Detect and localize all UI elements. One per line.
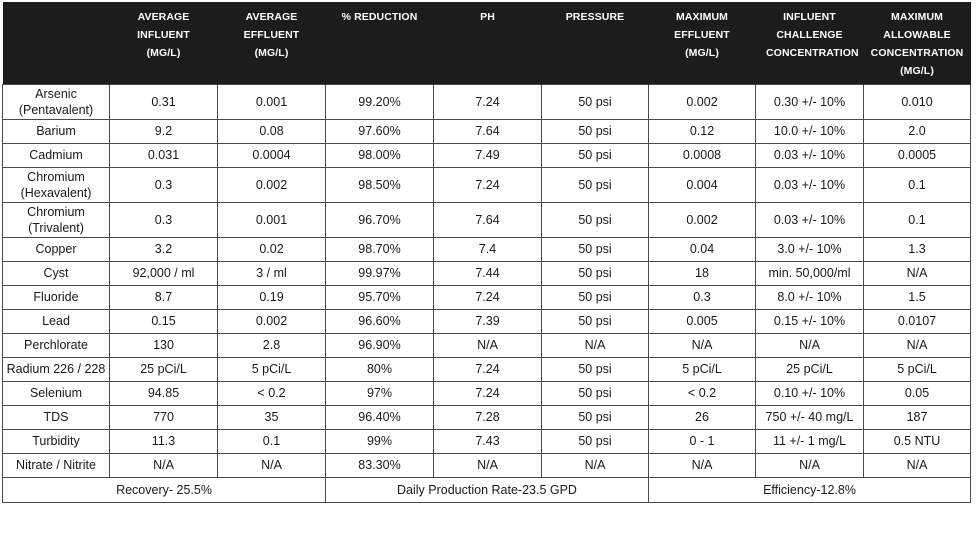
cell-reduction: 98.00% <box>326 143 434 167</box>
table-body <box>3 84 971 477</box>
cell-pressure: 50 psi <box>542 405 649 429</box>
cell-effluent: 0.001 <box>218 202 326 237</box>
cell-ph: 7.4 <box>434 237 542 261</box>
cell-challenge: 0.03 +/- 10% <box>756 143 864 167</box>
contaminant-name-line1: Perchlorate <box>24 338 88 352</box>
cell-challenge: 11 +/- 1 mg/L <box>756 429 864 453</box>
cell-reduction: 96.40% <box>326 405 434 429</box>
table-row <box>3 429 971 453</box>
table-row <box>3 405 971 429</box>
cell-ph: 7.44 <box>434 261 542 285</box>
cell-influent: 0.31 <box>110 84 218 119</box>
cell-pressure: 50 psi <box>542 167 649 202</box>
cell-pressure: N/A <box>542 333 649 357</box>
recovery-summary: Recovery- 25.5% <box>3 477 326 502</box>
cell-ph: 7.64 <box>434 202 542 237</box>
cell-challenge: 0.03 +/- 10% <box>756 167 864 202</box>
cell-max-allowable: 0.0005 <box>864 143 971 167</box>
table-row <box>3 357 971 381</box>
contaminant-name-line2: (Trivalent) <box>28 220 84 235</box>
table-row <box>3 333 971 357</box>
table-header-row <box>3 2 971 84</box>
contaminant-name-line1: Nitrate / Nitrite <box>16 458 96 472</box>
cell-reduction: 97.60% <box>326 119 434 143</box>
header-reduction: % REDUCTION <box>326 2 434 84</box>
cell-max-effluent: 0.0008 <box>649 143 756 167</box>
contaminant-name-line1: Fluoride <box>33 290 79 304</box>
cell-effluent: 35 <box>218 405 326 429</box>
cell-max-effluent: 5 pCi/L <box>649 357 756 381</box>
cell-max-allowable: 187 <box>864 405 971 429</box>
cell-max-allowable: 0.0107 <box>864 309 971 333</box>
cell-effluent: 0.0004 <box>218 143 326 167</box>
cell-effluent: 0.001 <box>218 84 326 119</box>
contaminant-name-line1: Selenium <box>29 386 83 400</box>
table-row <box>3 237 971 261</box>
efficiency-summary: Efficiency-12.8% <box>649 477 971 502</box>
table-row <box>3 285 971 309</box>
cell-max-effluent: 0.3 <box>649 285 756 309</box>
cell-reduction: 99% <box>326 429 434 453</box>
cell-influent: 0.031 <box>110 143 218 167</box>
cell-pressure: 50 psi <box>542 261 649 285</box>
cell-pressure: 50 psi <box>542 381 649 405</box>
contaminant-name-line1: Lead <box>42 314 70 328</box>
cell-ph: 7.64 <box>434 119 542 143</box>
cell-max-allowable: 1.5 <box>864 285 971 309</box>
table-row <box>3 453 971 477</box>
cell-effluent: 0.1 <box>218 429 326 453</box>
cell-effluent: 2.8 <box>218 333 326 357</box>
cell-influent: 11.3 <box>110 429 218 453</box>
cell-reduction: 96.60% <box>326 309 434 333</box>
header-pressure: PRESSURE <box>542 2 649 84</box>
summary-row <box>3 477 971 502</box>
cell-influent: 94.85 <box>110 381 218 405</box>
header-influent-challenge: INFLUENT CHALLENGE CONCENTRATION <box>756 2 864 84</box>
cell-ph: 7.24 <box>434 84 542 119</box>
header-ph: PH <box>434 2 542 84</box>
contaminant-name-line2: (Hexavalent) <box>20 185 92 200</box>
contaminant-name <box>3 405 110 429</box>
cell-reduction: 96.90% <box>326 333 434 357</box>
cell-effluent: 0.002 <box>218 309 326 333</box>
cell-influent: 9.2 <box>110 119 218 143</box>
cell-max-effluent: 0.002 <box>649 84 756 119</box>
contaminant-name-line1: Cadmium <box>29 148 83 162</box>
cell-ph: N/A <box>434 453 542 477</box>
cell-challenge: 0.03 +/- 10% <box>756 202 864 237</box>
cell-challenge: 10.0 +/- 10% <box>756 119 864 143</box>
header-maximum-effluent: MAXIMUM EFFLUENT (MG/L) <box>649 2 756 84</box>
cell-pressure: 50 psi <box>542 357 649 381</box>
contaminant-name <box>3 167 110 202</box>
cell-effluent: 0.002 <box>218 167 326 202</box>
cell-influent: 25 pCi/L <box>110 357 218 381</box>
cell-influent: 0.3 <box>110 202 218 237</box>
contaminant-name-line1: Cyst <box>43 266 69 280</box>
performance-data-sheet <box>2 2 970 503</box>
cell-ph: 7.24 <box>434 357 542 381</box>
header-blank <box>3 2 110 84</box>
table-row <box>3 84 971 119</box>
cell-reduction: 97% <box>326 381 434 405</box>
contaminant-name-line1: Arsenic <box>35 86 77 101</box>
cell-challenge: 0.10 +/- 10% <box>756 381 864 405</box>
contaminant-name-line2: (Pentavalent) <box>18 102 94 117</box>
cell-max-effluent: 0.12 <box>649 119 756 143</box>
cell-reduction: 98.70% <box>326 237 434 261</box>
cell-max-effluent: 0 - 1 <box>649 429 756 453</box>
cell-max-allowable: N/A <box>864 453 971 477</box>
cell-pressure: N/A <box>542 453 649 477</box>
cell-challenge: 8.0 +/- 10% <box>756 285 864 309</box>
contaminant-name <box>3 453 110 477</box>
contaminant-name <box>3 429 110 453</box>
cell-influent: 0.3 <box>110 167 218 202</box>
cell-ph: N/A <box>434 333 542 357</box>
cell-max-effluent: N/A <box>649 453 756 477</box>
table-row <box>3 119 971 143</box>
cell-challenge: N/A <box>756 453 864 477</box>
cell-influent: 8.7 <box>110 285 218 309</box>
contaminant-name-line1: Turbidity <box>32 434 80 448</box>
contaminant-name-line1: Radium 226 / 228 <box>6 362 106 376</box>
daily-production-summary: Daily Production Rate-23.5 GPD <box>326 477 649 502</box>
contaminant-name <box>3 84 110 119</box>
cell-effluent: 0.19 <box>218 285 326 309</box>
cell-max-allowable: 0.1 <box>864 167 971 202</box>
cell-influent: 770 <box>110 405 218 429</box>
cell-reduction: 80% <box>326 357 434 381</box>
cell-challenge: min. 50,000/ml <box>756 261 864 285</box>
cell-effluent: < 0.2 <box>218 381 326 405</box>
contaminant-reduction-table <box>2 2 971 503</box>
contaminant-name <box>3 143 110 167</box>
cell-challenge: 3.0 +/- 10% <box>756 237 864 261</box>
header-average-effluent: AVERAGE EFFLUENT (MG/L) <box>218 2 326 84</box>
cell-influent: 0.15 <box>110 309 218 333</box>
cell-max-effluent: 0.004 <box>649 167 756 202</box>
cell-max-allowable: 2.0 <box>864 119 971 143</box>
table-row <box>3 381 971 405</box>
cell-ph: 7.24 <box>434 381 542 405</box>
contaminant-name-line1: TDS <box>43 410 69 424</box>
cell-max-effluent: 26 <box>649 405 756 429</box>
contaminant-name <box>3 285 110 309</box>
cell-reduction: 99.20% <box>326 84 434 119</box>
contaminant-name <box>3 309 110 333</box>
contaminant-name <box>3 333 110 357</box>
cell-pressure: 50 psi <box>542 237 649 261</box>
cell-max-allowable: 0.05 <box>864 381 971 405</box>
cell-max-allowable: 1.3 <box>864 237 971 261</box>
cell-ph: 7.39 <box>434 309 542 333</box>
cell-max-effluent: 18 <box>649 261 756 285</box>
cell-reduction: 99.97% <box>326 261 434 285</box>
contaminant-name-line1: Copper <box>35 242 77 256</box>
cell-max-allowable: 5 pCi/L <box>864 357 971 381</box>
cell-challenge: N/A <box>756 333 864 357</box>
cell-effluent: 5 pCi/L <box>218 357 326 381</box>
cell-max-allowable: N/A <box>864 261 971 285</box>
contaminant-name <box>3 261 110 285</box>
table-row <box>3 143 971 167</box>
cell-challenge: 750 +/- 40 mg/L <box>756 405 864 429</box>
table-row <box>3 261 971 285</box>
contaminant-name <box>3 202 110 237</box>
cell-influent: 92,000 / ml <box>110 261 218 285</box>
cell-ph: 7.24 <box>434 167 542 202</box>
cell-max-allowable: 0.5 NTU <box>864 429 971 453</box>
cell-pressure: 50 psi <box>542 119 649 143</box>
cell-reduction: 95.70% <box>326 285 434 309</box>
table-row <box>3 309 971 333</box>
cell-pressure: 50 psi <box>542 429 649 453</box>
cell-challenge: 0.30 +/- 10% <box>756 84 864 119</box>
cell-ph: 7.43 <box>434 429 542 453</box>
contaminant-name <box>3 357 110 381</box>
cell-max-effluent: < 0.2 <box>649 381 756 405</box>
contaminant-name-line1: Chromium <box>27 204 85 219</box>
contaminant-name <box>3 381 110 405</box>
cell-reduction: 83.30% <box>326 453 434 477</box>
cell-reduction: 98.50% <box>326 167 434 202</box>
cell-influent: N/A <box>110 453 218 477</box>
cell-effluent: N/A <box>218 453 326 477</box>
cell-ph: 7.49 <box>434 143 542 167</box>
header-average-influent: AVERAGE INFLUENT (MG/L) <box>110 2 218 84</box>
cell-challenge: 0.15 +/- 10% <box>756 309 864 333</box>
table-row <box>3 202 971 237</box>
cell-ph: 7.24 <box>434 285 542 309</box>
cell-max-effluent: 0.002 <box>649 202 756 237</box>
contaminant-name <box>3 237 110 261</box>
cell-pressure: 50 psi <box>542 202 649 237</box>
cell-max-allowable: N/A <box>864 333 971 357</box>
table-row <box>3 167 971 202</box>
cell-max-allowable: 0.1 <box>864 202 971 237</box>
cell-max-allowable: 0.010 <box>864 84 971 119</box>
cell-effluent: 3 / ml <box>218 261 326 285</box>
cell-ph: 7.28 <box>434 405 542 429</box>
cell-max-effluent: 0.005 <box>649 309 756 333</box>
cell-effluent: 0.08 <box>218 119 326 143</box>
cell-max-effluent: 0.04 <box>649 237 756 261</box>
cell-challenge: 25 pCi/L <box>756 357 864 381</box>
header-maximum-allowable: MAXIMUM ALLOWABLE CONCENTRATION (MG/L) <box>864 2 971 84</box>
cell-max-effluent: N/A <box>649 333 756 357</box>
cell-pressure: 50 psi <box>542 285 649 309</box>
cell-pressure: 50 psi <box>542 309 649 333</box>
cell-effluent: 0.02 <box>218 237 326 261</box>
contaminant-name-line1: Barium <box>36 124 76 138</box>
cell-pressure: 50 psi <box>542 143 649 167</box>
contaminant-name-line1: Chromium <box>27 169 85 184</box>
cell-pressure: 50 psi <box>542 84 649 119</box>
contaminant-name <box>3 119 110 143</box>
cell-influent: 130 <box>110 333 218 357</box>
cell-influent: 3.2 <box>110 237 218 261</box>
cell-reduction: 96.70% <box>326 202 434 237</box>
